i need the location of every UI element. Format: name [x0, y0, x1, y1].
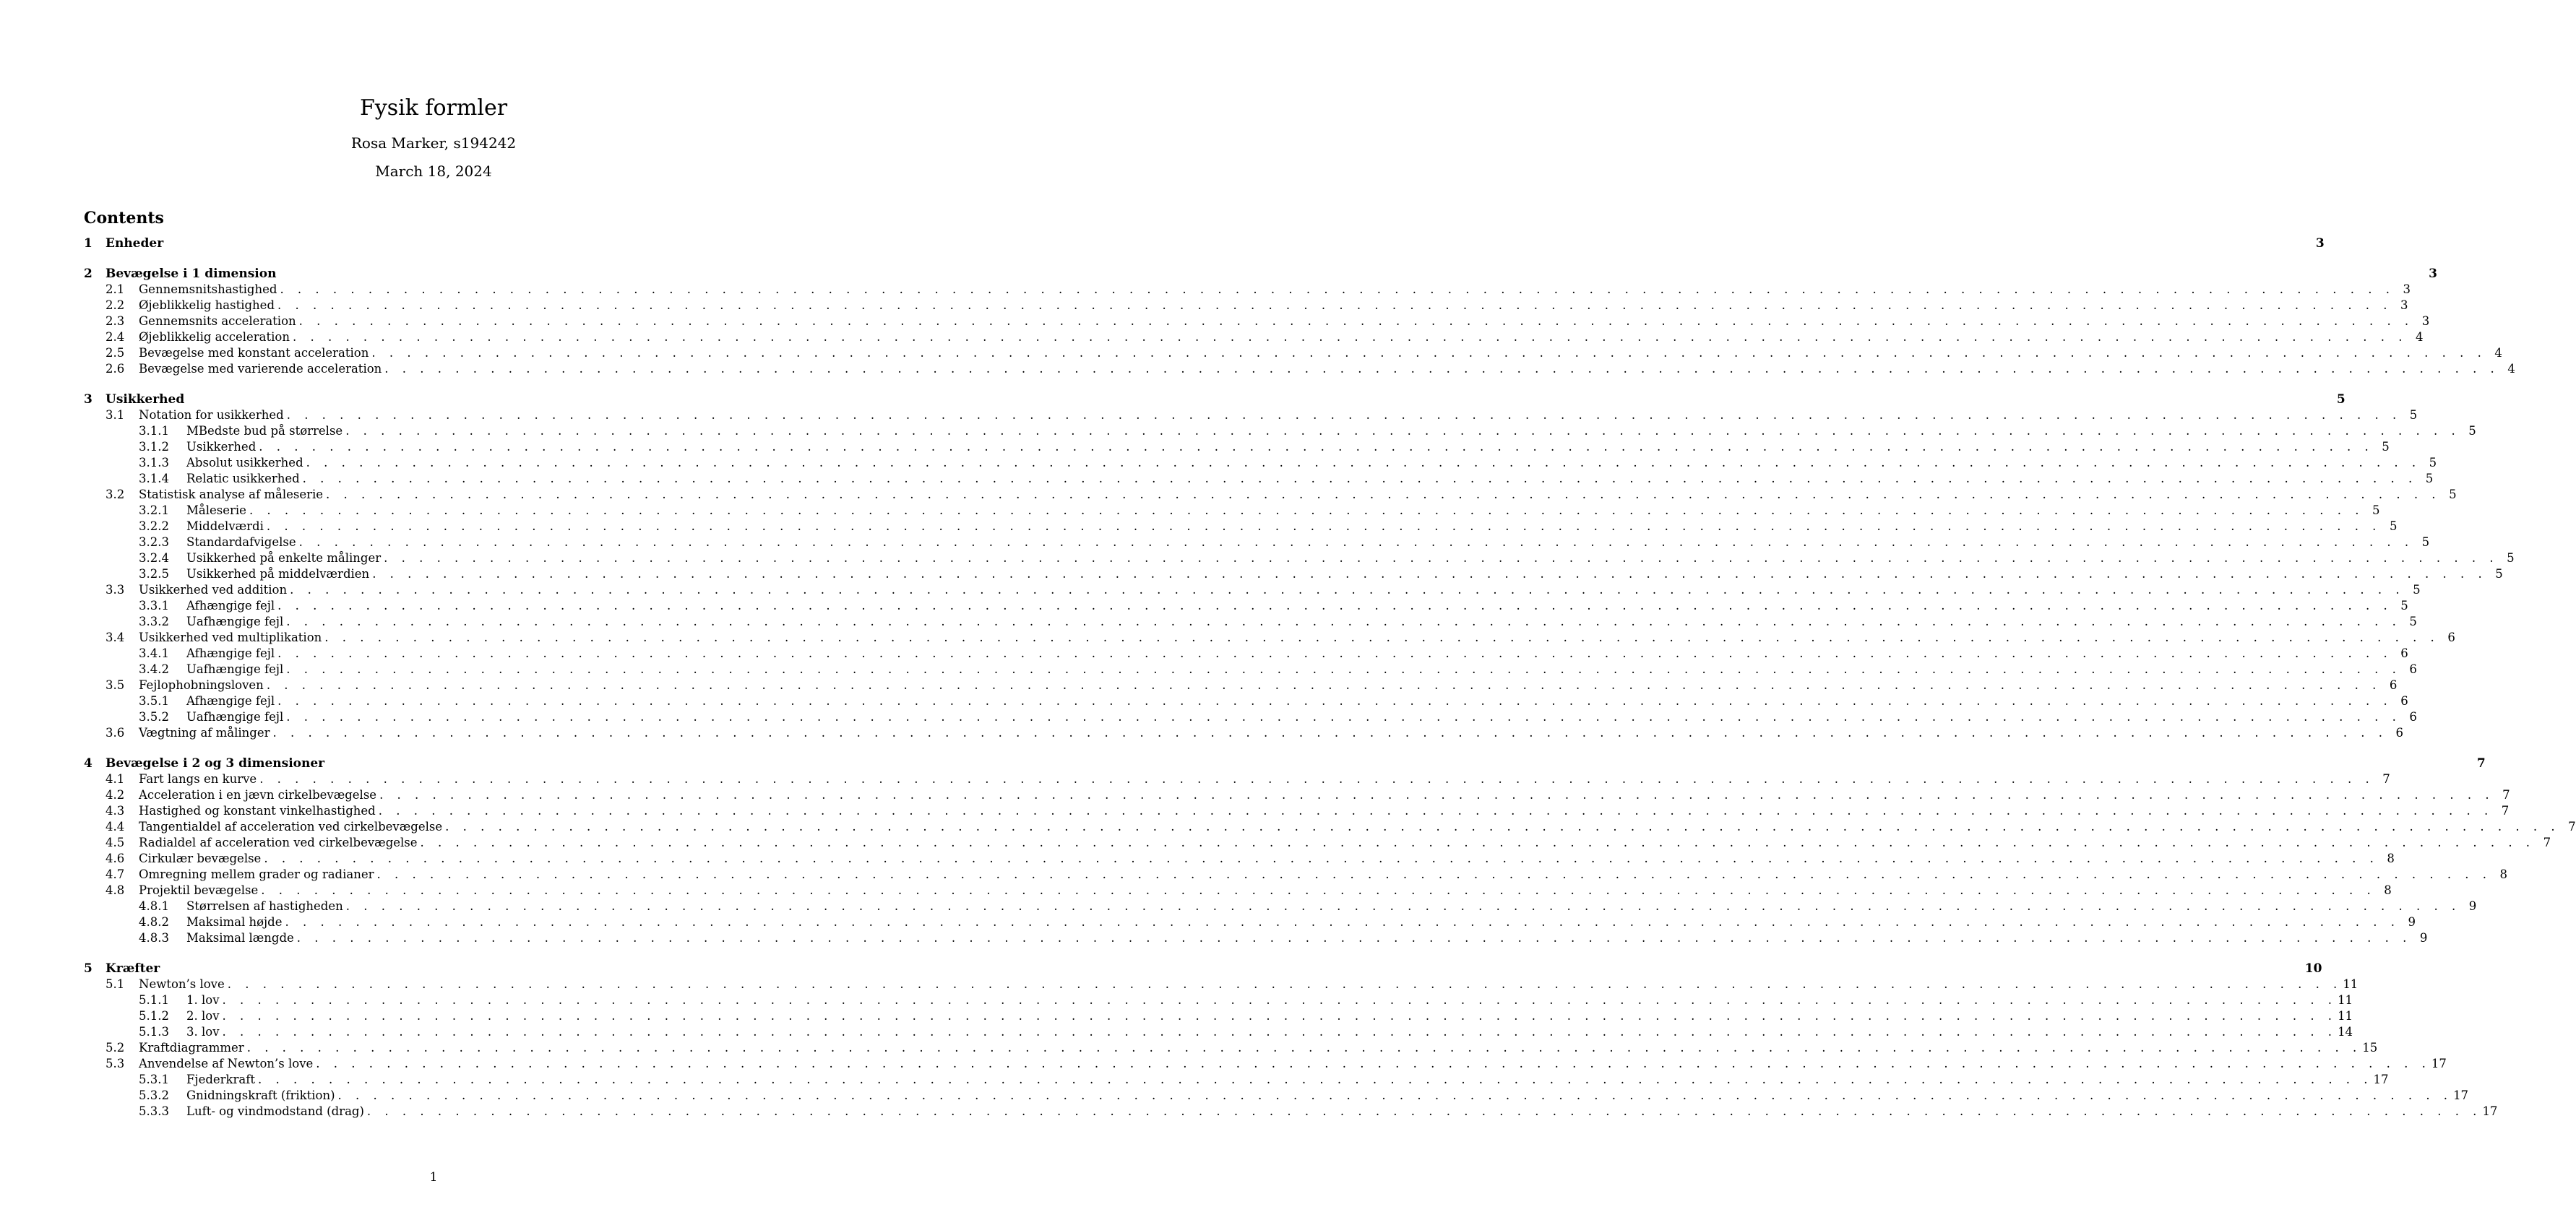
toc-entry-number: 2.6	[105, 362, 125, 376]
toc-entry-number: 3.1.4	[139, 472, 169, 485]
toc-entry-page: 7	[2476, 756, 2486, 771]
toc-entry-title: Acceleration i en jævn cirkelbevægelse	[139, 788, 377, 802]
toc-dot-leader: . . . . . . . . . . . . . . . . . . . . . . . . . . . . . . . . . . . . . . . . . . . . . . . . . . . . . . . . . . . . . . . . . . . . . . . . . . . . . . . . . . . . . . . . . . . . . . . . . . . . . . . . . . . . . . . . . . . . . . . .	[266, 678, 2382, 692]
toc-dot-leader: . . . . . . . . . . . . . . . . . . . . . . . . . . . . . . . . . . . . . . . . . . . . . . . . . . . . . . . . . . . . . . . . . . . . . . . . . . . . . . . . . . . . . . . . . . . . . . . . . . . . . . . . . . . . . . . . . . . . . . . .	[259, 772, 2374, 786]
toc-entry[interactable]	[84, 851, 2395, 867]
toc-entry[interactable]	[84, 678, 2398, 693]
toc-entry-page: 5	[2429, 456, 2437, 469]
toc-entry-title: Usikkerhed ved multiplikation	[139, 631, 322, 644]
toc-entry-title: Projektil bevægelse	[139, 883, 259, 897]
toc-entry-title: Bevægelse med varierende acceleration	[139, 362, 382, 376]
toc-entry-title: Radialdel af acceleration ved cirkelbevægelse	[139, 836, 418, 849]
toc-dot-leader: . . . . . . . . . . . . . . . . . . . . . . . . . . . . . . . . . . . . . . . . . . . . . . . . . . . . . . . . . . . . . . . . . . . . . . . . . . . . . . . . . . . . . . . . . . . . . . . . . . . . . . . . . . . . . . . . . . . . . . . .	[222, 1025, 2338, 1039]
toc-entry-page: 6	[2395, 726, 2404, 740]
toc-entry-title: Omregning mellem grader og radianer	[139, 867, 374, 881]
toc-entry-number: 3.6	[105, 726, 125, 740]
toc-dot-leader: . . . . . . . . . . . . . . . . . . . . . . . . . . . . . . . . . . . . . . . . . . . . . . . . . . . . . . . . . . . . . . . . . . . . . . . . . . . . . . . . . . . . . . . . . . . . . . . . . . . . . . . . . . . . . . . . . . . . . . . .	[286, 662, 2401, 676]
toc-entry[interactable]	[84, 977, 2359, 992]
toc-entry[interactable]	[84, 662, 2417, 678]
toc-dot-leader: . . . . . . . . . . . . . . . . . . . . . . . . . . . . . . . . . . . . . . . . . . . . . . . . . . . . . . . . . . . . . . . . . . . . . . . . . . . . . . . . . . . . . . . . . . . . . . . . . . . . . . . . . . . . . . . . . . . . . . . .	[420, 836, 2536, 849]
toc-entry-page: 3	[2429, 267, 2437, 281]
toc-entry-number: 5.3	[105, 1057, 125, 1070]
toc-dot-leader: . . . . . . . . . . . . . . . . . . . . . . . . . . . . . . . . . . . . . . . . . . . . . . . . . . . . . . . . . . . . . . . . . . . . . . . . . . . . . . . . . . . . . . . . . . . . . . . . . . . . . . . . . . . . . . . . . . . . . . . .	[264, 852, 2379, 865]
title-block	[0, 95, 867, 180]
toc-entry-title: Afhængige fejl	[186, 646, 275, 660]
toc-entry[interactable]	[84, 614, 2417, 630]
toc-entry-title: Vægtning af målinger	[139, 726, 270, 740]
toc-entry-page: 11	[2343, 977, 2359, 991]
toc-entry-page: 7	[2502, 788, 2510, 802]
toc-dot-leader: . . . . . . . . . . . . . . . . . . . . . . . . . . . . . . . . . . . . . . . . . . . . . . . . . . . . . . . . . . . . . . . . . . . . . . . . . . . . . . . . . . . . . . . . . . . . . . . . . . . . . . . . . . . . . . . . . . . . . . . .	[277, 646, 2392, 660]
toc-entry-page: 5	[2495, 567, 2503, 581]
toc-entry-page: 5	[2400, 599, 2408, 612]
toc-entry-page: 5	[2507, 551, 2515, 565]
toc-dot-leader: . . . . . . . . . . . . . . . . . . . . . . . . . . . . . . . . . . . . . . . . . . . . . . . . . . . . . . . . . . . . . . . . . . . . . . . . . . . . . . . . . . . . . . . . . . . . . . . . . . . . . . . . . . . . . . . . . . . . . . . .	[376, 867, 2492, 881]
toc-entry[interactable]	[84, 487, 2457, 503]
toc-entry-number: 3.2.3	[139, 535, 169, 549]
toc-dot-leader: . . . . . . . . . . . . . . . . . . . . . . . . . . . . . . . . . . . . . . . . . . . . . . . . . . . . . . . . . . . . . . . . . . . . . . . . . . . . . . . . . . . . . . . . . . . . . . . . . . . . . . . . . . . . . . . . . . . . . . . .	[280, 282, 2395, 296]
toc-entry-number: 3.5	[105, 678, 125, 692]
toc-entry[interactable]	[84, 582, 2421, 598]
toc-entry[interactable]	[84, 914, 2416, 930]
toc-entry-number: 3.1.2	[139, 440, 169, 454]
toc-entry-page: 5	[2409, 408, 2418, 422]
toc-entry[interactable]	[84, 961, 2322, 977]
toc-entry[interactable]	[84, 455, 2437, 471]
toc-entry[interactable]	[84, 930, 2428, 946]
toc-entry-page: 5	[2336, 392, 2345, 407]
toc-entry-number: 3.2.2	[139, 519, 169, 533]
toc-entry-title: Maksimal længde	[186, 931, 294, 945]
toc-entry-title: Bevægelse med konstant acceleration	[139, 346, 369, 360]
toc-dot-leader: . . . . . . . . . . . . . . . . . . . . . . . . . . . . . . . . . . . . . . . . . . . . . . . . . . . . . . . . . . . . . . . . . . . . . . . . . . . . . . . . . . . . . . . . . . . . . . . . . . . . . . . . . . . . . . . . . . . . . . . .	[246, 1041, 2362, 1055]
document-title: Fysik formler	[359, 95, 508, 121]
toc-entry-number: 4	[84, 756, 92, 771]
toc-entry-title: Fjederkraft	[186, 1073, 256, 1086]
toc-dot-leader: . . . . . . . . . . . . . . . . . . . . . . . . . . . . . . . . . . . . . . . . . . . . . . . . . . . . . . . . . . . . . . . . . . . . . . . . . . . . . . . . . . . . . . . . . . . . . . . . . . . . . . . . . . . . . . . . . . . . . . . .	[259, 440, 2374, 454]
toc-entry-number: 2.2	[105, 298, 125, 312]
toc-entry-page: 8	[2387, 852, 2395, 865]
toc-entry-title: 1. lov	[186, 993, 220, 1007]
toc-entry-title: Standardafvigelse	[186, 535, 296, 549]
toc-dot-leader: . . . . . . . . . . . . . . . . . . . . . . . . . . . . . . . . . . . . . . . . . . . . . . . . . . . . . . . . . . . . . . . . . . . . . . . . . . . . . . . . . . . . . . . . . . . . . . . . . . . . . . . . . . . . . . . . . . . . . . . .	[286, 408, 2402, 422]
toc-entry-page: 9	[2468, 899, 2477, 913]
toc-entry-title: Kræfter	[105, 961, 160, 976]
toc-entry-title: Øjeblikkelig hastighed	[139, 298, 275, 312]
toc-entry-number: 3.3.1	[139, 599, 169, 612]
contents-heading: Contents	[84, 209, 164, 228]
toc-entry-number: 4.8.2	[139, 915, 169, 929]
toc-entry[interactable]	[84, 1104, 2498, 1120]
toc-entry[interactable]	[84, 423, 2476, 439]
toc-entry[interactable]	[84, 992, 2353, 1008]
toc-entry[interactable]	[84, 282, 2411, 298]
toc-entry-number: 3.5.1	[139, 694, 169, 708]
toc-entry-title: MBedste bud på størrelse	[186, 424, 343, 438]
toc-dot-leader: . . . . . . . . . . . . . . . . . . . . . . . . . . . . . . . . . . . . . . . . . . . . . . . . . . . . . . . . . . . . . . . . . . . . . . . . . . . . . . . . . . . . . . . . . . . . . . . . . . . . . . . . . . . . . . . . . . . . . . . .	[372, 567, 2487, 581]
toc-dot-leader: . . . . . . . . . . . . . . . . . . . . . . . . . . . . . . . . . . . . . . . . . . . . . . . . . . . . . . . . . . . . . . . . . . . . . . . . . . . . . . . . . . . . . . . . . . . . . . . . . . . . . . . . . . . . . . . . . . . . . . . .	[324, 631, 2439, 644]
toc-dot-leader: . . . . . . . . . . . . . . . . . . . . . . . . . . . . . . . . . . . . . . . . . . . . . . . . . . . . . . . . . . . . . . . . . . . . . . . . . . . . . . . . . . . . . . . . . . . . . . . . . . . . . . . . . . . . . . . . . . . . . . . .	[345, 424, 2460, 438]
toc-dot-leader: . . . . . . . . . . . . . . . . . . . . . . . . . . . . . . . . . . . . . . . . . . . . . . . . . . . . . . . . . . . . . . . . . . . . . . . . . . . . . . . . . . . . . . . . . . . . . . . . . . . . . . . . . . . . . . . . . . . . . . . .	[272, 726, 2388, 740]
toc-entry[interactable]	[84, 756, 2486, 771]
toc-entry-number: 3.5.2	[139, 710, 169, 724]
toc-entry[interactable]	[84, 883, 2392, 899]
toc-entry[interactable]	[84, 819, 2576, 835]
toc-entry[interactable]	[84, 899, 2477, 914]
toc-entry[interactable]	[84, 1024, 2353, 1040]
toc-entry-page: 5	[2468, 424, 2476, 438]
toc-entry-page: 6	[2400, 694, 2408, 708]
toc-entry-number: 4.5	[105, 836, 125, 849]
toc-entry-page: 6	[2409, 710, 2417, 724]
toc-entry-number: 4.2	[105, 788, 125, 802]
toc-entry-page: 5	[2409, 615, 2417, 628]
toc-entry[interactable]	[84, 550, 2515, 566]
toc-entry-title: Notation for usikkerhed	[139, 408, 284, 422]
toc-dot-leader: . . . . . . . . . . . . . . . . . . . . . . . . . . . . . . . . . . . . . . . . . . . . . . . . . . . . . . . . . . . . . . . . . . . . . . . . . . . . . . . . . . . . . . . . . . . . . . . . . . . . . . . . . . . . . . . . . . . . . . . .	[326, 488, 2441, 501]
page-number: 1	[429, 1170, 438, 1185]
toc-entry-page: 5	[2413, 583, 2421, 597]
toc-entry-number: 2	[84, 267, 92, 281]
toc-entry-page: 9	[2408, 915, 2416, 929]
toc-dot-leader: . . . . . . . . . . . . . . . . . . . . . . . . . . . . . . . . . . . . . . . . . . . . . . . . . . . . . . . . . . . . . . . . . . . . . . . . . . . . . . . . . . . . . . . . . . . . . . . . . . . . . . . . . . . . . . . . . . . . . . . .	[298, 314, 2414, 328]
toc-entry-page: 11	[2338, 1009, 2353, 1023]
toc-entry-title: Relatic usikkerhed	[186, 472, 300, 485]
toc-entry[interactable]	[84, 471, 2434, 487]
toc-entry-number: 3.1.3	[139, 456, 169, 469]
toc-entry[interactable]	[84, 835, 2551, 851]
toc-entry-page: 5	[2425, 472, 2434, 485]
toc-entry-number: 3.2.1	[139, 503, 169, 517]
toc-entry-page: 6	[2447, 631, 2455, 644]
toc-entry[interactable]	[84, 345, 2502, 361]
table-of-contents	[84, 235, 2576, 1120]
toc-entry[interactable]	[84, 803, 2510, 819]
toc-entry-title: Middelværdi	[186, 519, 264, 533]
toc-entry-number: 1	[84, 236, 92, 251]
toc-entry-page: 17	[2431, 1057, 2447, 1070]
toc-entry-title: Newton’s love	[139, 977, 225, 991]
toc-dot-leader: . . . . . . . . . . . . . . . . . . . . . . . . . . . . . . . . . . . . . . . . . . . . . . . . . . . . . . . . . . . . . . . . . . . . . . . . . . . . . . . . . . . . . . . . . . . . . . . . . . . . . . . . . . . . . . . . . . . . . . . .	[296, 931, 2412, 945]
toc-entry-page: 6	[2409, 662, 2417, 676]
toc-dot-leader: . . . . . . . . . . . . . . . . . . . . . . . . . . . . . . . . . . . . . . . . . . . . . . . . . . . . . . . . . . . . . . . . . . . . . . . . . . . . . . . . . . . . . . . . . . . . . . . . . . . . . . . . . . . . . . . . . . . . . . . .	[277, 298, 2392, 312]
toc-entry-page: 7	[2382, 772, 2390, 786]
toc-entry-number: 3	[84, 392, 92, 407]
toc-entry-page: 9	[2419, 931, 2428, 945]
document-date: March 18, 2024	[375, 163, 492, 180]
toc-entry-title: Uafhængige fejl	[186, 710, 284, 724]
document-author: Rosa Marker, s194242	[350, 134, 517, 152]
toc-entry[interactable]	[84, 598, 2408, 614]
toc-entry-title: Usikkerhed	[186, 440, 257, 454]
toc-entry-title: Gennemsnitshastighed	[139, 282, 277, 296]
toc-entry-page: 15	[2362, 1041, 2378, 1055]
toc-entry-title: Luft- og vindmodstand (drag)	[186, 1104, 364, 1118]
toc-entry-number: 2.3	[105, 314, 125, 328]
toc-entry-page: 11	[2338, 993, 2353, 1007]
toc-entry-page: 3	[2315, 236, 2325, 251]
toc-dot-leader: . . . . . . . . . . . . . . . . . . . . . . . . . . . . . . . . . . . . . . . . . . . . . . . . . . . . . . . . . . . . . . . . . . . . . . . . . . . . . . . . . . . . . . . . . . . . . . . . . . . . . . . . . . . . . . . . . . . . . . . .	[277, 694, 2392, 708]
toc-entry-page: 6	[2400, 646, 2408, 660]
toc-entry-number: 5.3.2	[139, 1088, 169, 1102]
toc-entry[interactable]	[84, 534, 2430, 550]
toc-dot-leader: . . . . . . . . . . . . . . . . . . . . . . . . . . . . . . . . . . . . . . . . . . . . . . . . . . . . . . . . . . . . . . . . . . . . . . . . . . . . . . . . . . . . . . . . . . . . . . . . . . . . . . . . . . . . . . . . . . . . . . . .	[337, 1088, 2453, 1102]
toc-entry[interactable]	[84, 361, 2515, 377]
toc-entry[interactable]	[84, 313, 2430, 329]
toc-dot-leader: . . . . . . . . . . . . . . . . . . . . . . . . . . . . . . . . . . . . . . . . . . . . . . . . . . . . . . . . . . . . . . . . . . . . . . . . . . . . . . . . . . . . . . . . . . . . . . . . . . . . . . . . . . . . . . . . . . . . . . . .	[290, 583, 2405, 597]
toc-entry-title: Statistisk analyse af måleserie	[139, 488, 324, 501]
toc-entry[interactable]	[84, 329, 2424, 345]
toc-entry-title: Afhængige fejl	[186, 599, 275, 612]
toc-dot-leader: . . . . . . . . . . . . . . . . . . . . . . . . . . . . . . . . . . . . . . . . . . . . . . . . . . . . . . . . . . . . . . . . . . . . . . . . . . . . . . . . . . . . . . . . . . . . . . . . . . . . . . . . . . . . . . . . . . . . . . . .	[384, 362, 2499, 376]
toc-dot-leader: . . . . . . . . . . . . . . . . . . . . . . . . . . . . . . . . . . . . . . . . . . . . . . . . . . . . . . . . . . . . . . . . . . . . . . . . . . . . . . . . . . . . . . . . . . . . . . . . . . . . . . . . . . . . . . . . . . . . . . . .	[227, 977, 2343, 991]
toc-entry-page: 4	[2494, 346, 2502, 360]
toc-entry[interactable]	[84, 867, 2508, 883]
toc-entry-title: Gennemsnits acceleration	[139, 314, 296, 328]
toc-entry-title: Bevægelse i 2 og 3 dimensioner	[105, 756, 325, 771]
toc-entry-page: 4	[2416, 330, 2424, 344]
toc-entry-page: 17	[2373, 1073, 2389, 1086]
toc-entry[interactable]	[84, 725, 2404, 741]
toc-entry-number: 2.4	[105, 330, 125, 344]
toc-entry-page: 5	[2449, 488, 2457, 501]
toc-entry-title: Bevægelse i 1 dimension	[105, 267, 277, 281]
toc-entry-title: Afhængige fejl	[186, 694, 275, 708]
toc-entry[interactable]	[84, 519, 2398, 534]
toc-entry[interactable]	[84, 646, 2408, 662]
toc-entry-number: 5.1.2	[139, 1009, 169, 1023]
toc-dot-leader: . . . . . . . . . . . . . . . . . . . . . . . . . . . . . . . . . . . . . . . . . . . . . . . . . . . . . . . . . . . . . . . . . . . . . . . . . . . . . . . . . . . . . . . . . . . . . . . . . . . . . . . . . . . . . . . . . . . . . . . .	[222, 993, 2338, 1007]
toc-entry-number: 3.4.1	[139, 646, 169, 660]
toc-dot-leader: . . . . . . . . . . . . . . . . . . . . . . . . . . . . . . . . . . . . . . . . . . . . . . . . . . . . . . . . . . . . . . . . . . . . . . . . . . . . . . . . . . . . . . . . . . . . . . . . . . . . . . . . . . . . . . . . . . . . . . . .	[371, 346, 2486, 360]
toc-entry-title: 2. lov	[186, 1009, 220, 1023]
toc-entry-number: 4.6	[105, 852, 125, 865]
toc-entry-title: Maksimal højde	[186, 915, 283, 929]
toc-entry-number: 3.2.4	[139, 551, 169, 565]
toc-entry-page: 6	[2389, 678, 2398, 692]
toc-entry-title: Usikkerhed på middelværdien	[186, 567, 370, 581]
toc-entry-number: 4.4	[105, 820, 125, 834]
toc-entry-number: 5.1	[105, 977, 125, 991]
toc-entry-page: 7	[2568, 820, 2576, 834]
toc-entry-page: 5	[2421, 535, 2430, 549]
toc-entry[interactable]	[84, 391, 2345, 407]
toc-entry[interactable]	[84, 439, 2390, 455]
toc-entry[interactable]	[84, 693, 2408, 709]
toc-dot-leader: . . . . . . . . . . . . . . . . . . . . . . . . . . . . . . . . . . . . . . . . . . . . . . . . . . . . . . . . . . . . . . . . . . . . . . . . . . . . . . . . . . . . . . . . . . . . . . . . . . . . . . . . . . . . . . . . . . . . . . . .	[306, 456, 2421, 469]
toc-dot-leader: . . . . . . . . . . . . . . . . . . . . . . . . . . . . . . . . . . . . . . . . . . . . . . . . . . . . . . . . . . . . . . . . . . . . . . . . . . . . . . . . . . . . . . . . . . . . . . . . . . . . . . . . . . . . . . . . . . . . . . . .	[286, 615, 2401, 628]
toc-dot-leader: . . . . . . . . . . . . . . . . . . . . . . . . . . . . . . . . . . . . . . . . . . . . . . . . . . . . . . . . . . . . . . . . . . . . . . . . . . . . . . . . . . . . . . . . . . . . . . . . . . . . . . . . . . . . . . . . . . . . . . . .	[445, 820, 2560, 834]
toc-dot-leader: . . . . . . . . . . . . . . . . . . . . . . . . . . . . . . . . . . . . . . . . . . . . . . . . . . . . . . . . . . . . . . . . . . . . . . . . . . . . . . . . . . . . . . . . . . . . . . . . . . . . . . . . . . . . . . . . . . . . . . . .	[384, 551, 2499, 565]
toc-entry-number: 4.8.3	[139, 931, 169, 945]
toc-entry-number: 3.4.2	[139, 662, 169, 676]
toc-entry-page: 5	[2372, 503, 2380, 517]
toc-entry-page: 7	[2543, 836, 2551, 849]
toc-entry[interactable]	[84, 235, 2325, 251]
toc-entry-page: 3	[2421, 314, 2430, 328]
toc-entry[interactable]	[84, 1072, 2389, 1088]
toc-dot-leader: . . . . . . . . . . . . . . . . . . . . . . . . . . . . . . . . . . . . . . . . . . . . . . . . . . . . . . . . . . . . . . . . . . . . . . . . . . . . . . . . . . . . . . . . . . . . . . . . . . . . . . . . . . . . . . . . . . . . . . . .	[366, 1104, 2482, 1118]
toc-dot-leader: . . . . . . . . . . . . . . . . . . . . . . . . . . . . . . . . . . . . . . . . . . . . . . . . . . . . . . . . . . . . . . . . . . . . . . . . . . . . . . . . . . . . . . . . . . . . . . . . . . . . . . . . . . . . . . . . . . . . . . . .	[277, 599, 2392, 612]
toc-dot-leader: . . . . . . . . . . . . . . . . . . . . . . . . . . . . . . . . . . . . . . . . . . . . . . . . . . . . . . . . . . . . . . . . . . . . . . . . . . . . . . . . . . . . . . . . . . . . . . . . . . . . . . . . . . . . . . . . . . . . . . . .	[222, 1009, 2338, 1023]
toc-entry-title: Usikkerhed ved addition	[139, 583, 288, 597]
toc-entry-number: 4.8	[105, 883, 125, 897]
toc-entry-page: 4	[2507, 362, 2515, 376]
toc-entry-number: 5.1.1	[139, 993, 169, 1007]
toc-entry-page: 8	[2384, 883, 2392, 897]
toc-dot-leader: . . . . . . . . . . . . . . . . . . . . . . . . . . . . . . . . . . . . . . . . . . . . . . . . . . . . . . . . . . . . . . . . . . . . . . . . . . . . . . . . . . . . . . . . . . . . . . . . . . . . . . . . . . . . . . . . . . . . . . . .	[261, 883, 2376, 897]
toc-entry[interactable]	[84, 1088, 2469, 1104]
toc-entry-title: Fejlophobningsloven	[139, 678, 264, 692]
toc-entry-page: 5	[2389, 519, 2398, 533]
toc-entry-title: Kraftdiagrammer	[139, 1041, 244, 1055]
toc-dot-leader: . . . . . . . . . . . . . . . . . . . . . . . . . . . . . . . . . . . . . . . . . . . . . . . . . . . . . . . . . . . . . . . . . . . . . . . . . . . . . . . . . . . . . . . . . . . . . . . . . . . . . . . . . . . . . . . . . . . . . . . .	[285, 915, 2400, 929]
toc-entry-page: 3	[2403, 282, 2411, 296]
toc-entry[interactable]	[84, 266, 2437, 282]
toc-entry[interactable]	[84, 771, 2390, 787]
toc-entry-number: 4.3	[105, 804, 125, 818]
toc-entry-title: Fart langs en kurve	[139, 772, 257, 786]
toc-dot-leader: . . . . . . . . . . . . . . . . . . . . . . . . . . . . . . . . . . . . . . . . . . . . . . . . . . . . . . . . . . . . . . . . . . . . . . . . . . . . . . . . . . . . . . . . . . . . . . . . . . . . . . . . . . . . . . . . . . . . . . . .	[379, 788, 2494, 802]
toc-entry-title: 3. lov	[186, 1025, 220, 1039]
toc-entry-number: 2.5	[105, 346, 125, 360]
toc-entry-page: 5	[2382, 440, 2390, 454]
toc-entry-number: 4.8.1	[139, 899, 169, 913]
toc-entry-number: 3.4	[105, 631, 125, 644]
toc-entry-title: Tangentialdel af acceleration ved cirkelbevægelse	[139, 820, 443, 834]
toc-entry-page: 14	[2338, 1025, 2353, 1039]
toc-entry-number: 5.3.3	[139, 1104, 169, 1118]
toc-entry-number: 3.2.5	[139, 567, 169, 581]
toc-dot-leader: . . . . . . . . . . . . . . . . . . . . . . . . . . . . . . . . . . . . . . . . . . . . . . . . . . . . . . . . . . . . . . . . . . . . . . . . . . . . . . . . . . . . . . . . . . . . . . . . . . . . . . . . . . . . . . . . . . . . . . . .	[298, 535, 2414, 549]
toc-entry-title: Størrelsen af hastigheden	[186, 899, 343, 913]
toc-entry-title: Gnidningskraft (friktion)	[186, 1088, 335, 1102]
toc-entry-page: 3	[2400, 298, 2408, 312]
toc-entry-title: Absolut usikkerhed	[186, 456, 303, 469]
toc-entry-title: Måleserie	[186, 503, 246, 517]
toc-entry-number: 5	[84, 961, 92, 976]
toc-entry[interactable]	[84, 709, 2417, 725]
toc-entry-page: 10	[2304, 961, 2322, 976]
toc-entry-number: 5.1.3	[139, 1025, 169, 1039]
toc-dot-leader: . . . . . . . . . . . . . . . . . . . . . . . . . . . . . . . . . . . . . . . . . . . . . . . . . . . . . . . . . . . . . . . . . . . . . . . . . . . . . . . . . . . . . . . . . . . . . . . . . . . . . . . . . . . . . . . . . . . . . . . .	[302, 472, 2418, 485]
toc-dot-leader: . . . . . . . . . . . . . . . . . . . . . . . . . . . . . . . . . . . . . . . . . . . . . . . . . . . . . . . . . . . . . . . . . . . . . . . . . . . . . . . . . . . . . . . . . . . . . . . . . . . . . . . . . . . . . . . . . . . . . . . .	[378, 804, 2494, 818]
toc-dot-leader: . . . . . . . . . . . . . . . . . . . . . . . . . . . . . . . . . . . . . . . . . . . . . . . . . . . . . . . . . . . . . . . . . . . . . . . . . . . . . . . . . . . . . . . . . . . . . . . . . . . . . . . . . . . . . . . . . . . . . . . .	[286, 710, 2401, 724]
toc-entry-number: 3.2	[105, 488, 125, 501]
toc-entry-title: Cirkulær bevægelse	[139, 852, 262, 865]
toc-entry-number: 3.3.2	[139, 615, 169, 628]
toc-entry[interactable]	[84, 298, 2408, 313]
toc-dot-leader: . . . . . . . . . . . . . . . . . . . . . . . . . . . . . . . . . . . . . . . . . . . . . . . . . . . . . . . . . . . . . . . . . . . . . . . . . . . . . . . . . . . . . . . . . . . . . . . . . . . . . . . . . . . . . . . . . . . . . . . .	[249, 503, 2364, 517]
toc-entry-page: 8	[2499, 867, 2508, 881]
toc-entry-title: Usikkerhed	[105, 392, 185, 407]
toc-entry-title: Anvendelse af Newton’s love	[139, 1057, 314, 1070]
toc-entry-title: Hastighed og konstant vinkelhastighed	[139, 804, 376, 818]
toc-entry[interactable]	[84, 787, 2510, 803]
toc-entry[interactable]	[84, 1056, 2447, 1072]
toc-entry-number: 3.3	[105, 583, 125, 597]
toc-entry[interactable]	[84, 1040, 2378, 1056]
toc-entry-number: 5.3.1	[139, 1073, 169, 1086]
toc-entry-title: Uafhængige fejl	[186, 662, 284, 676]
toc-entry-title: Uafhængige fejl	[186, 615, 284, 628]
toc-entry-title: Enheder	[105, 236, 164, 251]
toc-entry-title: Øjeblikkelig acceleration	[139, 330, 290, 344]
toc-entry-number: 4.7	[105, 867, 125, 881]
toc-entry[interactable]	[84, 1008, 2353, 1024]
toc-dot-leader: . . . . . . . . . . . . . . . . . . . . . . . . . . . . . . . . . . . . . . . . . . . . . . . . . . . . . . . . . . . . . . . . . . . . . . . . . . . . . . . . . . . . . . . . . . . . . . . . . . . . . . . . . . . . . . . . . . . . . . . .	[316, 1057, 2431, 1070]
toc-entry-number: 2.1	[105, 282, 125, 296]
toc-entry-number: 3.1	[105, 408, 125, 422]
toc-dot-leader: . . . . . . . . . . . . . . . . . . . . . . . . . . . . . . . . . . . . . . . . . . . . . . . . . . . . . . . . . . . . . . . . . . . . . . . . . . . . . . . . . . . . . . . . . . . . . . . . . . . . . . . . . . . . . . . . . . . . . . . .	[345, 899, 2461, 913]
toc-entry-title: Usikkerhed på enkelte målinger	[186, 551, 382, 565]
toc-entry-page: 17	[2453, 1088, 2469, 1102]
toc-entry[interactable]	[84, 566, 2503, 582]
toc-dot-leader: . . . . . . . . . . . . . . . . . . . . . . . . . . . . . . . . . . . . . . . . . . . . . . . . . . . . . . . . . . . . . . . . . . . . . . . . . . . . . . . . . . . . . . . . . . . . . . . . . . . . . . . . . . . . . . . . . . . . . . . .	[292, 330, 2408, 344]
toc-dot-leader: . . . . . . . . . . . . . . . . . . . . . . . . . . . . . . . . . . . . . . . . . . . . . . . . . . . . . . . . . . . . . . . . . . . . . . . . . . . . . . . . . . . . . . . . . . . . . . . . . . . . . . . . . . . . . . . . . . . . . . . .	[266, 519, 2382, 533]
toc-entry-number: 3.1.1	[139, 424, 169, 438]
toc-entry-number: 4.1	[105, 772, 125, 786]
toc-dot-leader: . . . . . . . . . . . . . . . . . . . . . . . . . . . . . . . . . . . . . . . . . . . . . . . . . . . . . . . . . . . . . . . . . . . . . . . . . . . . . . . . . . . . . . . . . . . . . . . . . . . . . . . . . . . . . . . . . . . . . . . .	[258, 1073, 2373, 1086]
toc-entry-number: 5.2	[105, 1041, 125, 1055]
toc-entry[interactable]	[84, 407, 2418, 423]
toc-entry-page: 17	[2482, 1104, 2498, 1118]
toc-entry-page: 7	[2501, 804, 2510, 818]
toc-entry[interactable]	[84, 503, 2380, 519]
toc-entry[interactable]	[84, 630, 2455, 646]
